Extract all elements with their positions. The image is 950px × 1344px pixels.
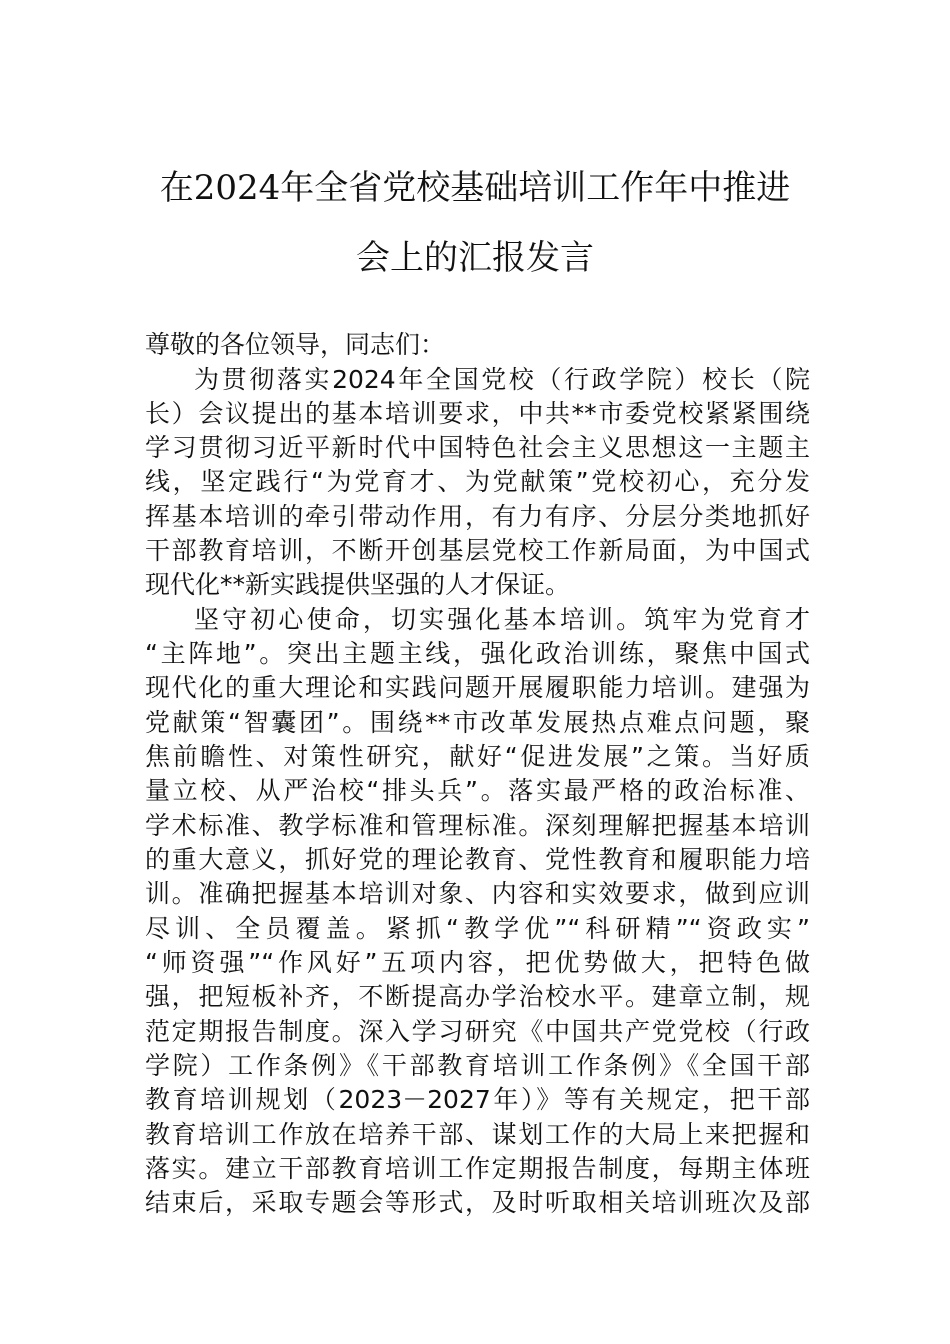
body-line: 现代化的重大理论和实践问题开展履职能力培训。建强为	[145, 673, 810, 702]
body-line: 落实。建立干部教育培训工作定期报告制度，每期主体班	[145, 1154, 810, 1183]
body-line: 党献策“智囊团”。围绕**市改革发展热点难点问题，聚	[145, 708, 810, 737]
body-line: 的重大意义，抓好党的理论教育、党性教育和履职能力培	[145, 845, 810, 874]
body-line: 尽训、全员覆盖。紧抓“教学优”“科研精”“资政实”	[145, 914, 810, 943]
body-line: “师资强”“作风好”五项内容，把优势做大，把特色做	[145, 948, 810, 977]
body-line: 教育培训规划（2023－2027年）》等有关规定，把干部	[145, 1085, 810, 1114]
document-title-line-2: 会上的汇报发言	[356, 238, 594, 278]
body-line: 线，坚定践行“为党育才、为党献策”党校初心，充分发	[145, 467, 810, 496]
body-line: 现代化**新实践提供坚强的人才保证。	[145, 570, 571, 599]
document-title-line-1: 在2024年全省党校基础培训工作年中推进	[159, 168, 791, 208]
body-line: 学习贯彻习近平新时代中国特色社会主义思想这一主题主	[145, 433, 810, 462]
salutation: 尊敬的各位领导，同志们：	[145, 330, 446, 359]
body-line: 学术标准、教学标准和管理标准。深刻理解把握基本培训	[145, 811, 810, 840]
body-line: 焦前瞻性、对策性研究，献好“促进发展”之策。当好质	[145, 742, 810, 771]
body-line: 量立校、从严治校“排头兵”。落实最严格的政治标准、	[145, 776, 810, 805]
body-line: 长）会议提出的基本培训要求，中共**市委党校紧紧围绕	[145, 399, 810, 428]
body-line: 学院）工作条例》《干部教育培训工作条例》《全国干部	[145, 1051, 810, 1080]
body-line: 挥基本培训的牵引带动作用，有力有序、分层分类地抓好	[145, 502, 810, 531]
body-line: 干部教育培训，不断开创基层党校工作新局面，为中国式	[145, 536, 810, 565]
body-line: 训。准确把握基本培训对象、内容和实效要求，做到应训	[145, 879, 810, 908]
body-line: 教育培训工作放在培养干部、谋划工作的大局上来把握和	[145, 1120, 810, 1149]
body-line: “主阵地”。突出主题主线，强化政治训练，聚焦中国式	[145, 639, 810, 668]
body-line: 范定期报告制度。深入学习研究《中国共产党党校（行政	[145, 1017, 810, 1046]
body-line: 坚守初心使命，切实强化基本培训。筑牢为党育才	[194, 605, 810, 634]
body-line: 为贯彻落实2024年全国党校（行政学院）校长（院	[194, 365, 810, 394]
body-line: 强，把短板补齐，不断提高办学治校水平。建章立制，规	[145, 982, 810, 1011]
body-line: 结束后，采取专题会等形式，及时听取相关培训班次及部	[145, 1188, 810, 1217]
